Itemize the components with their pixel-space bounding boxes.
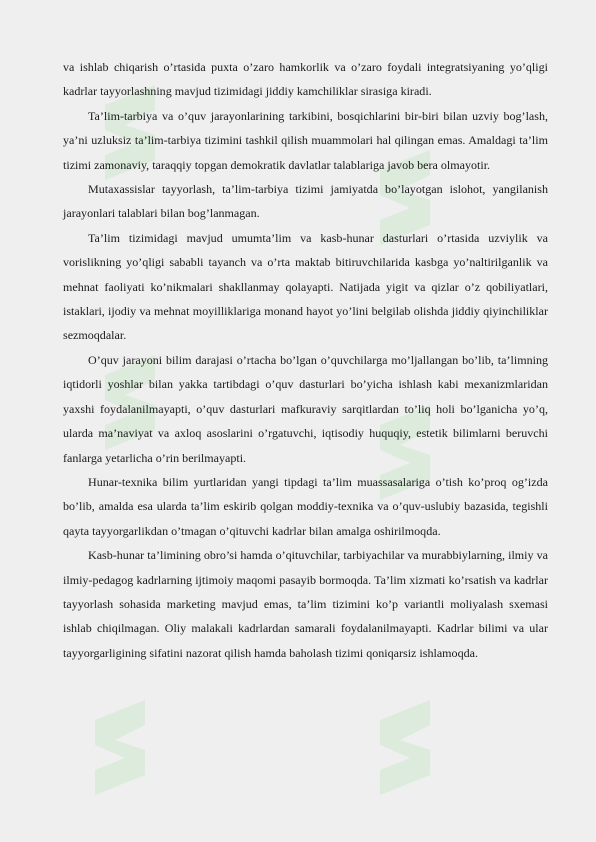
paragraph: Kasb-hunar ta’limining obro’si hamda o’qituvchilar, tarbiyachilar va murabbiylarning, ilmiy va ilmiy-pedagog kadrlarning ijtimoiy maqomi pasayib bormoqda. Ta’lim xizmati ko’rsatish va kadrlar tayyorlash sohasida marketing mavjud emas, ta’lim tizimini ko’p variantli moliyalash sxemasi ishlab chiqilmagan. Oliy malakali kadrlardan samarali foydalanilmayapti. Kadrlar bilimi va ular tayyorgarligining sifatini nazorat qilish hamda baholash tizimi qoniqarsiz ishlamoqda. xyxy=(63,548,548,660)
paragraph: va ishlab chiqarish o’rtasida puxta o’zaro hamkorlik va o’zaro foydali integratsiyaning yo’qligi kadrlar tayyorlashning mavjud tizimidagi jiddiy kamchiliklar sirasiga kiradi. xyxy=(63,60,548,99)
watermark-logo-icon xyxy=(370,690,440,810)
paragraph: Ta’lim-tarbiya va o’quv jarayonlarining tarkibini, bosqichlarini bir-biri bilan uzviy bog’lash, ya’ni uzluksiz ta’lim-tarbiya tizimini tashkil qilish muammolari hal qilingan emas. Amaldagi ta’lim tizimi zamonaviy, taraqqiy topgan demokratik davlatlar talablariga javob bera olmayotir. xyxy=(63,108,548,172)
watermark-logo-icon xyxy=(85,690,155,810)
paragraph: Mutaxassislar tayyorlash, ta’lim-tarbiya tizimi jamiyatda bo’layotgan islohot, yangilanish jarayonlari talablari bilan bog’lanmagan. xyxy=(63,182,548,221)
paragraph: O’quv jarayoni bilim darajasi o’rtacha bo’lgan o’quvchilarga mo’ljallangan bo’lib, ta’limning iqtidorli yoshlar bilan yakka tartibdagi o’quv dasturlari bo’yicha ishlash kabi mexanizmlaridan yaxshi foydalanilmayapti, o’quv dasturlari mafkuraviy sarqitlardan to’liq holi bo’lganicha yo’q, ularda ma’naviyat va axloq asoslarini o’rgatuvchi, iqtisodiy huquqiy, estetik bilimlarni beruvchi fanlarga yetarlicha o’rin berilmayapti. xyxy=(63,352,548,465)
body-text xyxy=(63,55,548,665)
paragraph: Hunar-texnika bilim yurtlaridan yangi tipdagi ta’lim muassasalariga o’tish ko’proq og’izda bo’lib, amalda esa ularda ta’lim eskirib qolgan moddiy-texnika va o’quv-uslubiy bazasida, tegishli qayta tayyorgarlikdan o’tmagan o’qituvchi kadrlar bilan amalga oshirilmoqda. xyxy=(63,474,548,538)
paragraph: Ta’lim tizimidagi mavjud umumta’lim va kasb-hunar dasturlari o’rtasida uzviylik va vorislikning yo’qligi sababli tayanch va o’rta maktab bitiruvchilarida kasbga yo’naltirilganlik va mehnat faoliyati ko’nikmalari shakllanmay qolayapti. Natijada yigit va qizlar o’z qobiliyatlari, istaklari, ijodiy va mehnat moyilliklariga monand hayot yo’lini belgilab olishda jiddiy qiyinchiliklar sezmoqdalar. xyxy=(63,230,548,343)
